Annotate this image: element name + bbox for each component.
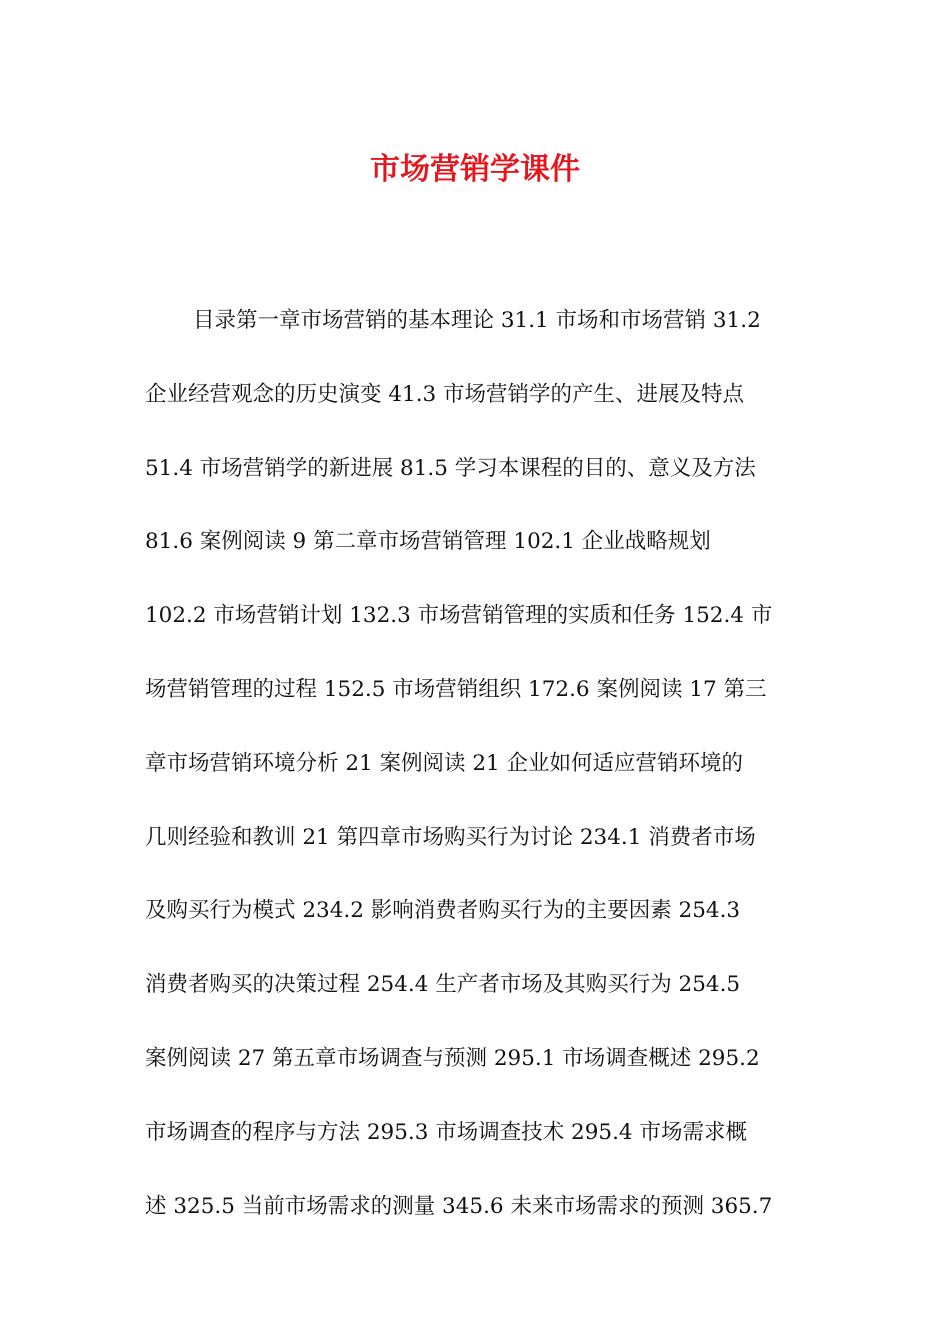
text-line: 及购买行为模式 234.2 影响消费者购买行为的主要因素 254.3: [145, 898, 741, 924]
text-line: 案例阅读 27 第五章市场调查与预测 295.1 市场调查概述 295.2: [145, 1045, 760, 1071]
text-line: 几则经验和教训 21 第四章市场购买行为讨论 234.1 消费者市场: [145, 824, 756, 850]
text-line: 目录第一章市场营销的基本理论 31.1 市场和市场营销 31.2: [193, 308, 761, 333]
document-title: 市场营销学课件: [370, 152, 580, 187]
text-line: 51.4 市场营销学的新进展 81.5 学习本课程的目的、意义及方法: [145, 455, 756, 481]
text-line: 述 325.5 当前市场需求的测量 345.6 未来市场需求的预测 365.7: [145, 1193, 773, 1219]
text-line: 102.2 市场营销计划 132.3 市场营销管理的实质和任务 152.4 市: [145, 603, 773, 629]
text-line: 场营销管理的过程 152.5 市场营销组织 172.6 案例阅读 17 第三: [145, 676, 767, 702]
text-line: 市场调查的程序与方法 295.3 市场调查技术 295.4 市场需求概: [145, 1119, 747, 1145]
text-line: 章市场营销环境分析 21 案例阅读 21 企业如何适应营销环境的: [145, 750, 744, 776]
text-line: 81.6 案例阅读 9 第二章市场营销管理 102.1 企业战略规划: [145, 529, 711, 555]
table-of-contents-text: [145, 284, 810, 1243]
text-line: 消费者购买的决策过程 254.4 生产者市场及其购买行为 254.5: [145, 972, 741, 998]
text-line: 企业经营观念的历史演变 41.3 市场营销学的产生、进展及特点: [145, 381, 745, 407]
